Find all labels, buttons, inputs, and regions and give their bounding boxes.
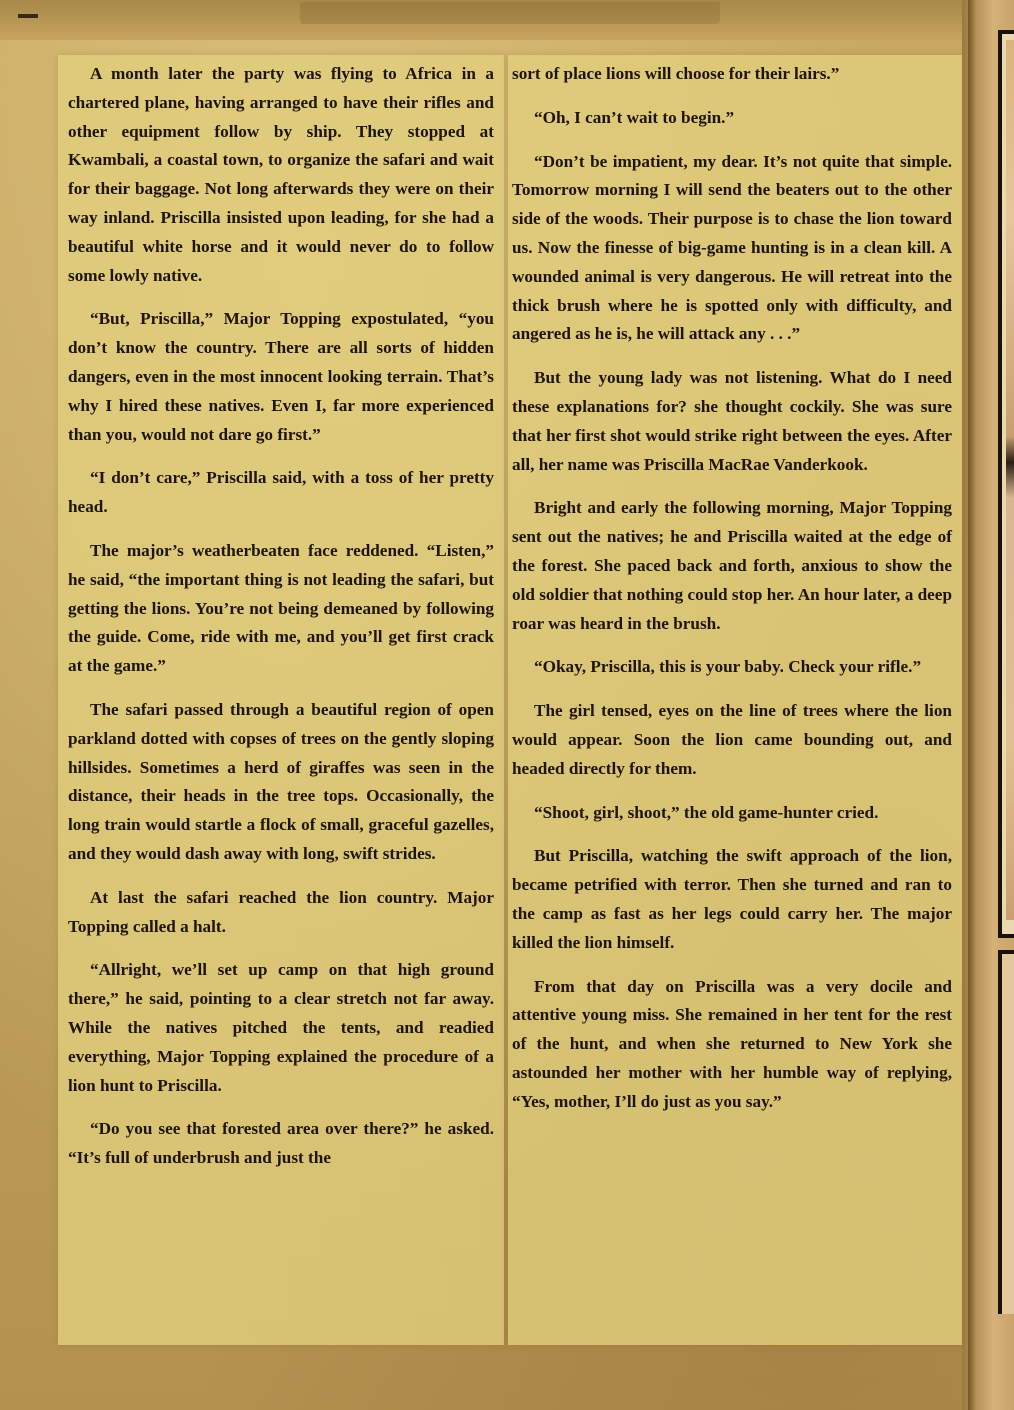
paragraph: The girl tensed, eyes on the line of trees where the lion would appear. Soon the lion came bounding out, and headed directly for them. bbox=[512, 701, 952, 778]
paragraph: “Oh, I can’t wait to begin.” bbox=[534, 107, 735, 127]
faded-header-ghost bbox=[300, 2, 720, 24]
paragraph: “But, Priscilla,” Major Topping expostulated, “you don’t know the country. There are all sorts of hidden dangers, even in the most innocent looking terrain. That’s why I hired these natives. Even I, far more experienced than you, would not dare go first.” bbox=[68, 309, 494, 444]
paragraph: The safari passed through a beautiful region of open parkland dotted with copses of trees on the gently sloping hillsides. Sometimes a herd of giraffes was seen in the distance, their heads in the tree tops. Occasionally, the long train would startle a flock of small, graceful gazelles, and they would dash away with long, swift strides. bbox=[68, 699, 494, 863]
paragraph: “I don’t care,” Priscilla said, with a toss of her pretty head. bbox=[68, 468, 494, 517]
paragraph: From that day on Priscilla was a very docile and attentive young miss. She remained in her tent for the rest of the hunt, and when she returned to New York she astounded her mother with her humble way of replying, “Yes, mother, I’ll do just as you say.” bbox=[512, 976, 952, 1111]
adjacent-comic-panel-lower bbox=[998, 950, 1014, 1314]
paragraph: “Okay, Priscilla, this is your baby. Check your rifle.” bbox=[534, 657, 922, 677]
corner-mark bbox=[18, 14, 38, 18]
paragraph-continued: sort of place lions will choose for their lairs.” bbox=[512, 64, 840, 83]
paragraph: “Allright, we’ll set up camp on that high ground there,” he said, pointing to a clear stretch not far away. While the natives pitched the tents, and readied everything, Major Topping explained the procedure of a lion hunt to Priscilla. bbox=[68, 960, 494, 1095]
adjacent-comic-art bbox=[1006, 40, 1014, 920]
paragraph: “Shoot, girl, shoot,” the old game-hunter cried. bbox=[534, 802, 879, 822]
paragraph: The major’s weatherbeaten face reddened. “Listen,” he said, “the important thing is not leading the safari, but getting the lions. You’re not being demeaned by following the guide. Come, ride with me, and you’ll get first crack at the game.” bbox=[68, 540, 494, 676]
faded-header-band bbox=[0, 0, 1014, 40]
paragraph: At last the safari reached the lion country. Major Topping called a halt. bbox=[68, 887, 494, 936]
paragraph: “Do you see that forested area over there?” he asked. “It’s full of underbrush and just the bbox=[68, 1119, 494, 1168]
paragraph: But the young lady was not listening. What do I need these explanations for? she thought cockily. She was sure that her first shot would strike right between the eyes. After all, her name was Priscilla MacRae Vanderkook. bbox=[512, 368, 952, 474]
left-column bbox=[68, 60, 494, 1188]
paragraph: “Don’t be impatient, my dear. It’s not quite that simple. Tomorrow morning I will send the beaters out to the other side of the woods. Their purpose is to chase the lion toward us. Now the finesse of big-game hunting is in a clean kill. A wounded animal is very dangerous. He will retreat into the thick brush where he is spotted only with difficulty, and angered as he is, he will attack any . . .” bbox=[512, 151, 952, 344]
right-column bbox=[512, 60, 952, 1132]
paragraph: Bright and early the following morning, Major Topping sent out the natives; he and Priscilla waited at the edge of the forest. She paced back and forth, anxious to show the old soldier that nothing could stop her. An hour later, a deep roar was heard in the brush. bbox=[512, 498, 952, 633]
paragraph: But Priscilla, watching the swift approach of the lion, became petrified with terror. Then she turned and ran to the camp as fast as her legs could carry her. The major killed the lion himself. bbox=[512, 846, 952, 952]
binding-shadow bbox=[968, 0, 976, 1410]
paragraph: A month later the party was flying to Africa in a chartered plane, having arranged to have their rifles and other equipment follow by ship. They stopped at Kwambali, a coastal town, to organize the safari and wait for their baggage. Not long afterwards they were on their way inland. Priscilla insisted upon leading, for she had a beautiful white horse and it would never do to follow some lowly native. bbox=[68, 64, 494, 285]
